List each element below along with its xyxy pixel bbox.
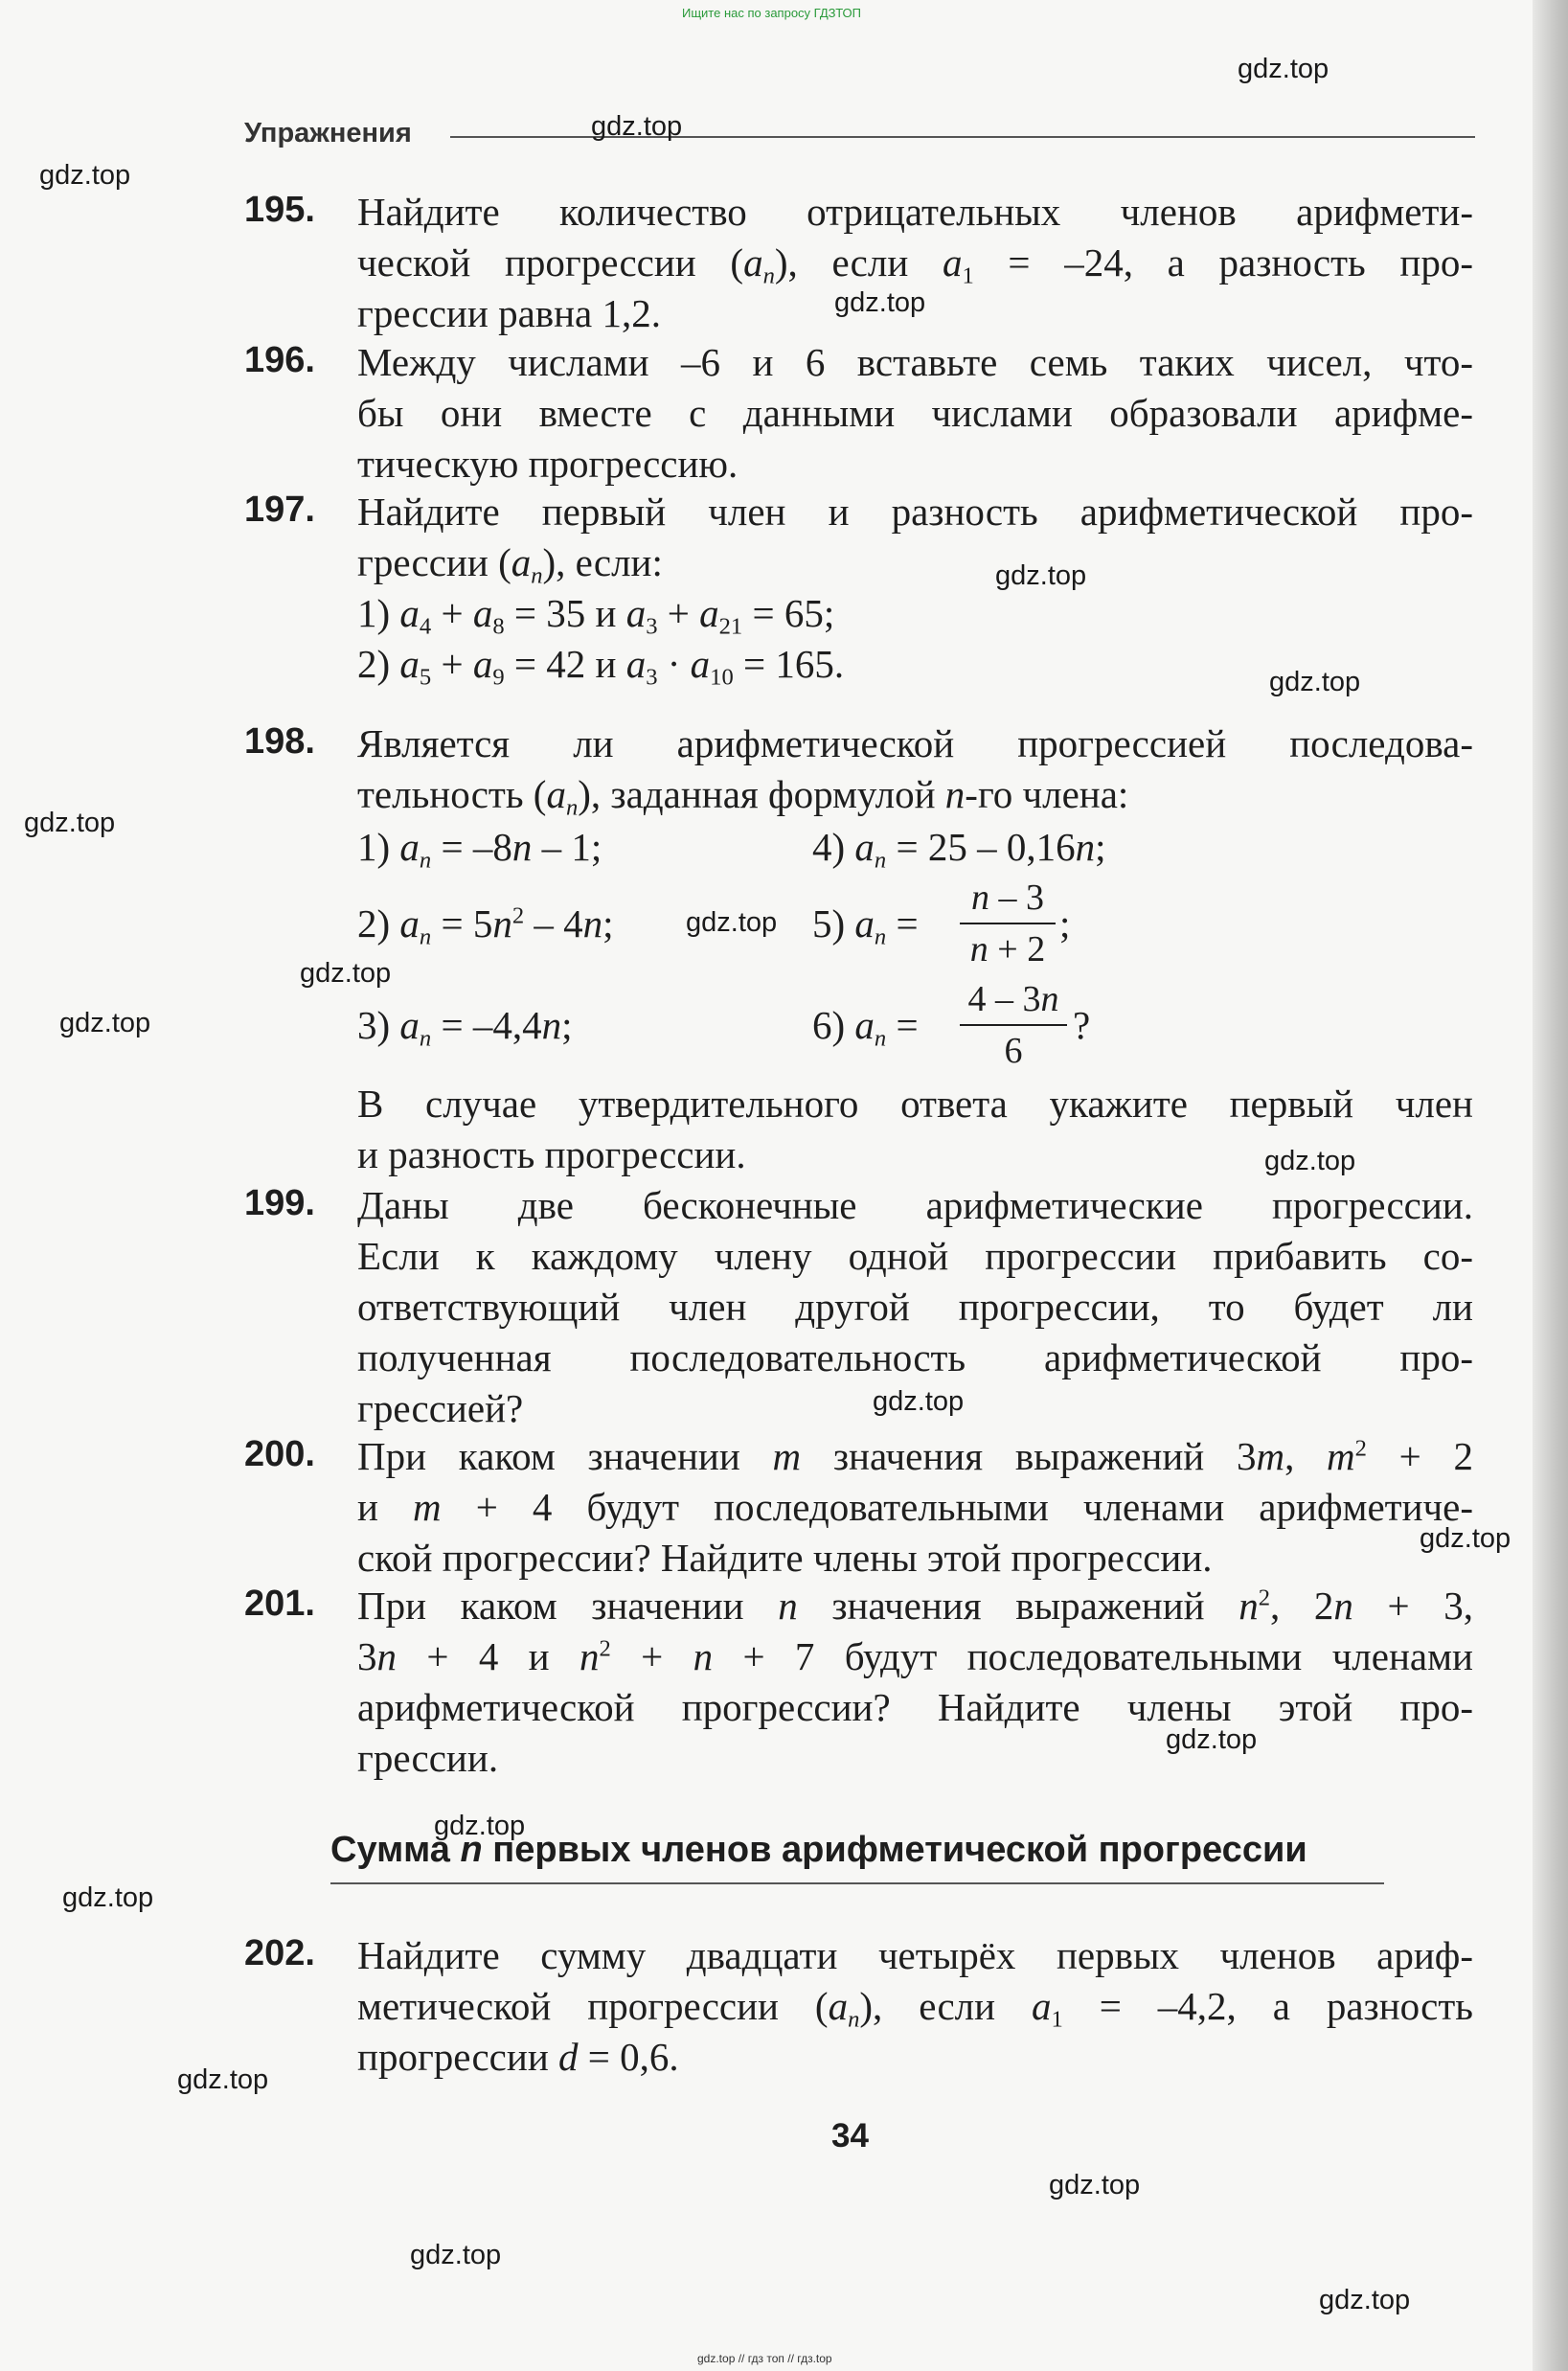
exercise-text-line: 1) $a_4 + a_8 = 35$ и $a_3 + a_{21} = 65$; [357, 591, 835, 640]
watermark: gdz.top [62, 1882, 154, 1913]
exercise-text-line: ской прогрессии? Найдите члены этой прогрессии. [357, 1536, 1213, 1580]
exercise-number: 195. [244, 190, 315, 230]
exercise-text-line: Если к каждому члену одной прогрессии прибавить со- [357, 1234, 1473, 1278]
exercise-text-line: ческой прогрессии $(a_n)$, если $a_1 = -24$, а разность про- [357, 240, 1473, 289]
exercise-number: 198. [244, 721, 315, 762]
watermark: gdz.top [39, 160, 131, 191]
exercise-text-line: полученная последовательность арифметической про- [357, 1335, 1473, 1379]
exercise-text-line: грессии $(a_n)$, если: [357, 540, 663, 589]
watermark: gdz.top [300, 958, 392, 989]
watermark: gdz.top [1264, 1146, 1356, 1176]
exercise-text-line: тельность $(a_n)$, заданная формулой n-го члена: [357, 772, 1129, 821]
exercise-text-line: Является ли арифметической прогрессией последова- [357, 721, 1473, 765]
watermark: gdz.top [1319, 2285, 1411, 2315]
exercise-text-line: В случае утвердительного ответа укажите первый член [357, 1082, 1473, 1126]
option-2: 2) $a_n = 5n^2 - 4n$; [357, 901, 614, 950]
watermark: gdz.top [24, 808, 116, 838]
exercise-text-line: Найдите количество отрицательных членов арифмети- [357, 190, 1473, 234]
fraction-bar [960, 1024, 1067, 1026]
fraction-numerator: n – 3 [971, 878, 1044, 918]
watermark: gdz.top [1269, 667, 1361, 697]
exercise-text-line: и m + 4 будут последовательными членами арифметиче- [357, 1485, 1473, 1529]
exercise-text-line: бы они вместе с данными числами образовали арифме- [357, 391, 1473, 435]
watermark: gdz.top [873, 1386, 965, 1417]
option-1: 1) $a_n = -8n - 1$; [357, 825, 602, 874]
exercise-number: 196. [244, 340, 315, 380]
watermark: gdz.top [1049, 2170, 1141, 2200]
exercise-number: 199. [244, 1183, 315, 1223]
footer-text: gdz.top // гдз топ // гдз.top [697, 2352, 832, 2365]
exercise-number: 200. [244, 1434, 315, 1474]
exercise-text-line: 3n + 4 и $n^2 + n + 7$ будут последовательными членами [357, 1634, 1473, 1678]
fraction-numerator: 4 – 3n [967, 979, 1059, 1019]
watermark: gdz.top [995, 560, 1087, 591]
section-heading: Сумма n первых членов арифметической прогрессии [330, 1830, 1307, 1870]
exercise-text-line: Между числами –6 и 6 вставьте семь таких чисел, что- [357, 340, 1473, 384]
exercise-number: 197. [244, 490, 315, 530]
exercise-text-line: тическую прогрессию. [357, 442, 739, 486]
watermark: gdz.top [1166, 1724, 1258, 1755]
exercise-text-line: грессии. [357, 1736, 499, 1780]
watermark: gdz.top [1420, 1523, 1511, 1554]
site-banner: Ищите нас по запросу ГДЗТОП [682, 6, 862, 20]
page-edge-shadow [1533, 0, 1568, 2371]
exercise-text-line: ответствующий член другой прогрессии, то будет ли [357, 1285, 1473, 1329]
exercise-text-line: арифметической прогрессии? Найдите члены этой про- [357, 1685, 1473, 1729]
watermark: gdz.top [434, 1811, 526, 1841]
exercise-text-line: грессии равна 1,2. [357, 291, 662, 335]
exercise-text-line: метической прогрессии $(a_n)$, если $a_1 = -4,2$, а разность [357, 1984, 1473, 2033]
option-5-end: ; [1059, 901, 1071, 946]
watermark: gdz.top [591, 111, 683, 142]
watermark: gdz.top [1238, 54, 1329, 84]
watermark: gdz.top [410, 2240, 502, 2270]
option-6-fraction [960, 978, 1067, 1072]
exercise-text-line: Даны две бесконечные арифметические прогрессии. [357, 1183, 1473, 1227]
exercise-text-line: При каком значении m значения выражений 3m, $m^2 + 2$ [357, 1434, 1473, 1478]
exercise-number: 202. [244, 1933, 315, 1973]
option-5-fraction [960, 877, 1056, 970]
option-3: 3) $a_n = -4,4n$; [357, 1003, 573, 1052]
watermark: gdz.top [59, 1008, 151, 1038]
exercise-text-line: Найдите первый член и разность арифметической про- [357, 490, 1473, 534]
fraction-denominator: 6 [1004, 1031, 1023, 1071]
option-4: 4) $a_n = 25 - 0,16n$; [812, 825, 1106, 874]
section-label: Упражнения [244, 118, 412, 148]
section-heading-rule [330, 1882, 1384, 1884]
exercise-text-line: При каком значении n значения выражений $n^2$, 2n + 3, [357, 1584, 1474, 1628]
watermark: gdz.top [834, 287, 926, 318]
page-number: 34 [831, 2117, 869, 2154]
exercise-text-line: и разность прогрессии. [357, 1132, 746, 1176]
option-5: 5) $a_n$ = [812, 901, 919, 950]
fraction-bar [960, 923, 1056, 924]
exercise-text-line: прогрессии d = 0,6. [357, 2035, 679, 2079]
fraction-denominator: n + 2 [969, 929, 1046, 969]
exercise-number: 201. [244, 1584, 315, 1624]
option-6-end: ? [1073, 1003, 1091, 1047]
watermark: gdz.top [686, 907, 778, 938]
exercise-text-line: 2) $a_5 + a_9 = 42$ и $a_3 \cdot a_{10} = 165$. [357, 642, 845, 691]
exercise-text-line: Найдите сумму двадцати четырёх первых членов ариф- [357, 1933, 1473, 1977]
option-6: 6) $a_n$ = [812, 1003, 919, 1052]
exercise-text-line: грессией? [357, 1386, 524, 1430]
watermark: gdz.top [177, 2064, 269, 2095]
